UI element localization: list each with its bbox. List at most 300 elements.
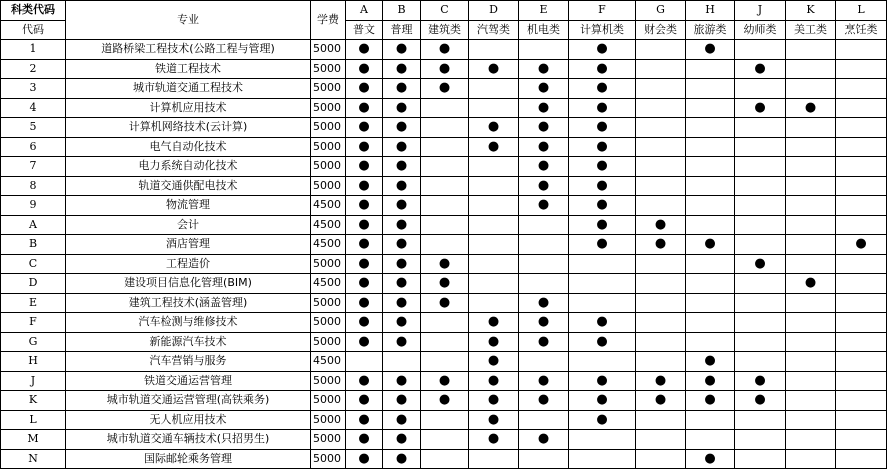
eligibility-dot-cell: ● xyxy=(569,79,636,99)
empty-cell xyxy=(836,332,887,352)
empty-cell xyxy=(421,196,469,216)
empty-cell xyxy=(519,235,569,255)
eligibility-dot-cell: ● xyxy=(519,313,569,333)
eligibility-dot-cell: ● xyxy=(519,79,569,99)
eligibility-dot-cell: ● xyxy=(346,79,383,99)
eligibility-dot-cell: ● xyxy=(383,293,421,313)
empty-cell xyxy=(636,313,686,333)
empty-cell xyxy=(735,196,786,216)
empty-cell xyxy=(469,235,519,255)
empty-cell xyxy=(636,176,686,196)
eligibility-dot-cell: ● xyxy=(735,254,786,274)
empty-cell xyxy=(836,254,887,274)
eligibility-dot-cell: ● xyxy=(383,196,421,216)
empty-cell xyxy=(836,118,887,138)
row-fee-cell: 5000 xyxy=(311,118,346,138)
empty-cell xyxy=(836,215,887,235)
empty-cell xyxy=(569,254,636,274)
empty-cell xyxy=(636,137,686,157)
column-letter-header: L xyxy=(836,1,887,21)
eligibility-dot-cell: ● xyxy=(383,79,421,99)
empty-cell xyxy=(836,40,887,60)
column-letter-header: C xyxy=(421,1,469,21)
column-letter-header: H xyxy=(686,1,735,21)
row-major-name-cell: 电气自动化技术 xyxy=(66,137,311,157)
eligibility-dot-cell: ● xyxy=(569,176,636,196)
empty-cell xyxy=(421,157,469,177)
empty-cell xyxy=(786,391,836,411)
empty-cell xyxy=(469,274,519,294)
empty-cell xyxy=(636,352,686,372)
empty-cell xyxy=(735,118,786,138)
eligibility-dot-cell: ● xyxy=(346,391,383,411)
empty-cell xyxy=(735,176,786,196)
table-row xyxy=(1,235,887,255)
column-label-header: 普文 xyxy=(346,20,383,40)
table-row xyxy=(1,352,887,372)
eligibility-dot-cell: ● xyxy=(421,40,469,60)
fee-header: 学费 xyxy=(311,1,346,40)
empty-cell xyxy=(421,449,469,469)
empty-cell xyxy=(469,215,519,235)
eligibility-dot-cell: ● xyxy=(686,235,735,255)
empty-cell xyxy=(421,332,469,352)
empty-cell xyxy=(383,352,421,372)
eligibility-dot-cell: ● xyxy=(569,196,636,216)
empty-cell xyxy=(469,254,519,274)
empty-cell xyxy=(569,274,636,294)
column-letter-header: F xyxy=(569,1,636,21)
table-row xyxy=(1,410,887,430)
row-major-name-cell: 城市轨道交通工程技术 xyxy=(66,79,311,99)
row-major-name-cell: 计算机应用技术 xyxy=(66,98,311,118)
row-code-cell: J xyxy=(1,371,66,391)
empty-cell xyxy=(421,410,469,430)
empty-cell xyxy=(836,137,887,157)
table-row xyxy=(1,391,887,411)
eligibility-dot-cell: ● xyxy=(786,98,836,118)
row-fee-cell: 5000 xyxy=(311,137,346,157)
eligibility-dot-cell: ● xyxy=(636,215,686,235)
eligibility-dot-cell: ● xyxy=(569,157,636,177)
empty-cell xyxy=(786,176,836,196)
table-row xyxy=(1,157,887,177)
row-major-name-cell: 国际邮轮乘务管理 xyxy=(66,449,311,469)
empty-cell xyxy=(836,430,887,450)
eligibility-dot-cell: ● xyxy=(469,313,519,333)
row-major-name-cell: 电力系统自动化技术 xyxy=(66,157,311,177)
table-body xyxy=(1,40,887,469)
table-row xyxy=(1,371,887,391)
empty-cell xyxy=(519,274,569,294)
eligibility-dot-cell: ● xyxy=(383,137,421,157)
eligibility-dot-cell: ● xyxy=(519,332,569,352)
empty-cell xyxy=(421,176,469,196)
eligibility-dot-cell: ● xyxy=(346,98,383,118)
empty-cell xyxy=(421,430,469,450)
eligibility-dot-cell: ● xyxy=(346,410,383,430)
column-label-header: 旅游类 xyxy=(686,20,735,40)
eligibility-dot-cell: ● xyxy=(686,449,735,469)
row-fee-cell: 4500 xyxy=(311,352,346,372)
empty-cell xyxy=(636,157,686,177)
row-code-cell: 3 xyxy=(1,79,66,99)
eligibility-dot-cell: ● xyxy=(735,391,786,411)
empty-cell xyxy=(469,449,519,469)
empty-cell xyxy=(735,332,786,352)
row-code-cell: A xyxy=(1,215,66,235)
eligibility-dot-cell: ● xyxy=(519,196,569,216)
empty-cell xyxy=(786,79,836,99)
row-code-cell: G xyxy=(1,332,66,352)
eligibility-dot-cell: ● xyxy=(569,40,636,60)
empty-cell xyxy=(421,137,469,157)
eligibility-dot-cell: ● xyxy=(346,313,383,333)
empty-cell xyxy=(786,235,836,255)
eligibility-dot-cell: ● xyxy=(421,59,469,79)
row-code-cell: B xyxy=(1,235,66,255)
eligibility-dot-cell: ● xyxy=(383,59,421,79)
eligibility-dot-cell: ● xyxy=(346,196,383,216)
eligibility-dot-cell: ● xyxy=(569,118,636,138)
empty-cell xyxy=(735,313,786,333)
empty-cell xyxy=(786,293,836,313)
empty-cell xyxy=(836,449,887,469)
row-fee-cell: 5000 xyxy=(311,430,346,450)
eligibility-dot-cell: ● xyxy=(519,391,569,411)
row-fee-cell: 5000 xyxy=(311,176,346,196)
eligibility-dot-cell: ● xyxy=(519,157,569,177)
column-label-header: 烹饪类 xyxy=(836,20,887,40)
eligibility-dot-cell: ● xyxy=(346,371,383,391)
row-fee-cell: 4500 xyxy=(311,235,346,255)
eligibility-dot-cell: ● xyxy=(383,254,421,274)
eligibility-dot-cell: ● xyxy=(836,235,887,255)
empty-cell xyxy=(569,352,636,372)
row-major-name-cell: 汽车营销与服务 xyxy=(66,352,311,372)
row-fee-cell: 5000 xyxy=(311,254,346,274)
table-row xyxy=(1,40,887,60)
empty-cell xyxy=(686,410,735,430)
empty-cell xyxy=(735,352,786,372)
eligibility-dot-cell: ● xyxy=(569,98,636,118)
empty-cell xyxy=(735,410,786,430)
row-fee-cell: 5000 xyxy=(311,410,346,430)
row-major-name-cell: 工程造价 xyxy=(66,254,311,274)
empty-cell xyxy=(636,196,686,216)
empty-cell xyxy=(686,176,735,196)
empty-cell xyxy=(786,137,836,157)
row-major-name-cell: 计算机网络技术(云计算) xyxy=(66,118,311,138)
eligibility-dot-cell: ● xyxy=(636,391,686,411)
row-fee-cell: 5000 xyxy=(311,313,346,333)
empty-cell xyxy=(636,118,686,138)
row-fee-cell: 5000 xyxy=(311,157,346,177)
empty-cell xyxy=(636,40,686,60)
row-fee-cell: 5000 xyxy=(311,371,346,391)
empty-cell xyxy=(421,215,469,235)
table-row xyxy=(1,196,887,216)
eligibility-dot-cell: ● xyxy=(383,274,421,294)
empty-cell xyxy=(786,196,836,216)
table-row xyxy=(1,430,887,450)
eligibility-dot-cell: ● xyxy=(519,98,569,118)
empty-cell xyxy=(786,254,836,274)
eligibility-dot-cell: ● xyxy=(346,157,383,177)
eligibility-dot-cell: ● xyxy=(383,98,421,118)
eligibility-dot-cell: ● xyxy=(421,391,469,411)
row-code-cell: 1 xyxy=(1,40,66,60)
row-major-name-cell: 无人机应用技术 xyxy=(66,410,311,430)
table-row xyxy=(1,332,887,352)
eligibility-dot-cell: ● xyxy=(421,274,469,294)
row-fee-cell: 5000 xyxy=(311,40,346,60)
table-row xyxy=(1,79,887,99)
eligibility-dot-cell: ● xyxy=(383,332,421,352)
empty-cell xyxy=(421,352,469,372)
empty-cell xyxy=(735,293,786,313)
row-code-cell: C xyxy=(1,254,66,274)
eligibility-dot-cell: ● xyxy=(735,98,786,118)
eligibility-dot-cell: ● xyxy=(569,332,636,352)
empty-cell xyxy=(686,196,735,216)
row-fee-cell: 5000 xyxy=(311,391,346,411)
eligibility-dot-cell: ● xyxy=(346,430,383,450)
empty-cell xyxy=(786,332,836,352)
row-code-cell: K xyxy=(1,391,66,411)
empty-cell xyxy=(469,79,519,99)
empty-cell xyxy=(636,430,686,450)
column-label-header: 汽驾类 xyxy=(469,20,519,40)
empty-cell xyxy=(686,118,735,138)
eligibility-dot-cell: ● xyxy=(346,40,383,60)
eligibility-dot-cell: ● xyxy=(469,391,519,411)
column-letter-header: B xyxy=(383,1,421,21)
column-label-header: 幼师类 xyxy=(735,20,786,40)
empty-cell xyxy=(421,313,469,333)
row-code-cell: N xyxy=(1,449,66,469)
table-row xyxy=(1,313,887,333)
eligibility-dot-cell: ● xyxy=(519,371,569,391)
eligibility-dot-cell: ● xyxy=(686,40,735,60)
eligibility-dot-cell: ● xyxy=(346,215,383,235)
row-major-name-cell: 建筑工程技术(涵盖管理) xyxy=(66,293,311,313)
row-major-name-cell: 酒店管理 xyxy=(66,235,311,255)
eligibility-dot-cell: ● xyxy=(383,391,421,411)
empty-cell xyxy=(469,40,519,60)
empty-cell xyxy=(686,137,735,157)
row-major-name-cell: 城市轨道交通车辆技术(只招男生) xyxy=(66,430,311,450)
column-label-header: 财会类 xyxy=(636,20,686,40)
empty-cell xyxy=(836,391,887,411)
table-row xyxy=(1,254,887,274)
eligibility-dot-cell: ● xyxy=(519,176,569,196)
eligibility-dot-cell: ● xyxy=(569,391,636,411)
eligibility-dot-cell: ● xyxy=(519,59,569,79)
empty-cell xyxy=(421,235,469,255)
row-fee-cell: 5000 xyxy=(311,98,346,118)
column-letter-header: A xyxy=(346,1,383,21)
eligibility-dot-cell: ● xyxy=(569,410,636,430)
empty-cell xyxy=(786,449,836,469)
eligibility-dot-cell: ● xyxy=(519,430,569,450)
eligibility-dot-cell: ● xyxy=(569,371,636,391)
eligibility-dot-cell: ● xyxy=(469,352,519,372)
empty-cell xyxy=(786,313,836,333)
column-label-header: 计算机类 xyxy=(569,20,636,40)
eligibility-dot-cell: ● xyxy=(686,371,735,391)
empty-cell xyxy=(786,157,836,177)
eligibility-dot-cell: ● xyxy=(346,176,383,196)
row-code-cell: H xyxy=(1,352,66,372)
empty-cell xyxy=(636,254,686,274)
eligibility-dot-cell: ● xyxy=(383,176,421,196)
row-fee-cell: 5000 xyxy=(311,449,346,469)
row-fee-cell: 5000 xyxy=(311,79,346,99)
eligibility-dot-cell: ● xyxy=(519,118,569,138)
eligibility-dot-cell: ● xyxy=(346,59,383,79)
empty-cell xyxy=(686,254,735,274)
empty-cell xyxy=(636,449,686,469)
eligibility-dot-cell: ● xyxy=(421,293,469,313)
column-label-header: 建筑类 xyxy=(421,20,469,40)
eligibility-dot-cell: ● xyxy=(469,118,519,138)
empty-cell xyxy=(519,352,569,372)
row-code-cell: D xyxy=(1,274,66,294)
empty-cell xyxy=(836,79,887,99)
empty-cell xyxy=(836,196,887,216)
code-header-top: 科类代码 xyxy=(1,1,66,21)
code-header-bottom: 代码 xyxy=(1,20,66,40)
row-code-cell: 5 xyxy=(1,118,66,138)
empty-cell xyxy=(836,293,887,313)
column-letter-header: J xyxy=(735,1,786,21)
table-row xyxy=(1,59,887,79)
row-code-cell: 8 xyxy=(1,176,66,196)
header-row-letters xyxy=(1,1,887,21)
empty-cell xyxy=(786,430,836,450)
empty-cell xyxy=(686,293,735,313)
eligibility-dot-cell: ● xyxy=(383,313,421,333)
table-row xyxy=(1,137,887,157)
eligibility-dot-cell: ● xyxy=(383,40,421,60)
eligibility-dot-cell: ● xyxy=(421,371,469,391)
empty-cell xyxy=(786,118,836,138)
column-letter-header: D xyxy=(469,1,519,21)
eligibility-dot-cell: ● xyxy=(735,59,786,79)
table-row xyxy=(1,215,887,235)
empty-cell xyxy=(519,254,569,274)
empty-cell xyxy=(786,352,836,372)
row-code-cell: 2 xyxy=(1,59,66,79)
empty-cell xyxy=(469,157,519,177)
empty-cell xyxy=(686,79,735,99)
empty-cell xyxy=(636,293,686,313)
eligibility-dot-cell: ● xyxy=(569,313,636,333)
empty-cell xyxy=(836,410,887,430)
eligibility-dot-cell: ● xyxy=(469,137,519,157)
eligibility-dot-cell: ● xyxy=(519,137,569,157)
row-major-name-cell: 铁道工程技术 xyxy=(66,59,311,79)
eligibility-dot-cell: ● xyxy=(421,79,469,99)
empty-cell xyxy=(421,98,469,118)
empty-cell xyxy=(569,449,636,469)
row-fee-cell: 4500 xyxy=(311,196,346,216)
empty-cell xyxy=(836,313,887,333)
empty-cell xyxy=(519,410,569,430)
table-row xyxy=(1,98,887,118)
empty-cell xyxy=(569,293,636,313)
empty-cell xyxy=(636,274,686,294)
eligibility-dot-cell: ● xyxy=(636,371,686,391)
eligibility-dot-cell: ● xyxy=(569,59,636,79)
eligibility-dot-cell: ● xyxy=(735,371,786,391)
column-label-header: 普理 xyxy=(383,20,421,40)
empty-cell xyxy=(786,371,836,391)
empty-cell xyxy=(519,215,569,235)
row-code-cell: 6 xyxy=(1,137,66,157)
eligibility-dot-cell: ● xyxy=(346,254,383,274)
eligibility-dot-cell: ● xyxy=(346,235,383,255)
empty-cell xyxy=(636,410,686,430)
eligibility-dot-cell: ● xyxy=(383,430,421,450)
eligibility-dot-cell: ● xyxy=(346,274,383,294)
empty-cell xyxy=(786,59,836,79)
eligibility-dot-cell: ● xyxy=(346,293,383,313)
empty-cell xyxy=(735,215,786,235)
empty-cell xyxy=(469,196,519,216)
table-row xyxy=(1,176,887,196)
row-code-cell: E xyxy=(1,293,66,313)
empty-cell xyxy=(519,449,569,469)
row-code-cell: 7 xyxy=(1,157,66,177)
empty-cell xyxy=(836,371,887,391)
empty-cell xyxy=(636,79,686,99)
column-label-header: 机电类 xyxy=(519,20,569,40)
eligibility-dot-cell: ● xyxy=(421,254,469,274)
empty-cell xyxy=(686,274,735,294)
empty-cell xyxy=(735,274,786,294)
eligibility-dot-cell: ● xyxy=(469,371,519,391)
row-code-cell: 4 xyxy=(1,98,66,118)
empty-cell xyxy=(735,79,786,99)
empty-cell xyxy=(786,410,836,430)
empty-cell xyxy=(735,40,786,60)
empty-cell xyxy=(836,157,887,177)
empty-cell xyxy=(836,274,887,294)
eligibility-dot-cell: ● xyxy=(383,410,421,430)
table-row xyxy=(1,274,887,294)
empty-cell xyxy=(686,98,735,118)
eligibility-dot-cell: ● xyxy=(569,235,636,255)
eligibility-dot-cell: ● xyxy=(383,449,421,469)
row-major-name-cell: 建设项目信息化管理(BIM) xyxy=(66,274,311,294)
empty-cell xyxy=(569,430,636,450)
major-header: 专业 xyxy=(66,1,311,40)
empty-cell xyxy=(836,352,887,372)
row-major-name-cell: 物流管理 xyxy=(66,196,311,216)
empty-cell xyxy=(469,293,519,313)
eligibility-dot-cell: ● xyxy=(636,235,686,255)
eligibility-dot-cell: ● xyxy=(686,391,735,411)
empty-cell xyxy=(686,157,735,177)
eligibility-dot-cell: ● xyxy=(383,215,421,235)
empty-cell xyxy=(519,40,569,60)
empty-cell xyxy=(469,98,519,118)
empty-cell xyxy=(686,313,735,333)
eligibility-dot-cell: ● xyxy=(519,293,569,313)
table-row xyxy=(1,293,887,313)
